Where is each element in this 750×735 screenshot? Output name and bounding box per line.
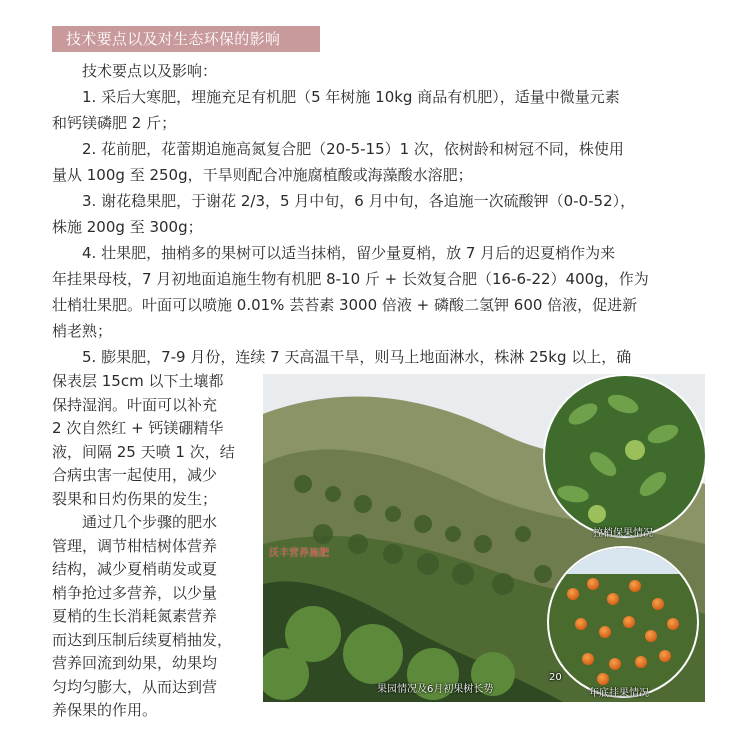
paragraph-5-line-1: 5. 膨果肥，7-9 月份，连续 7 天高温干旱，则马上地面淋水，株淋 25kg 以上，确 [82, 348, 632, 366]
orchard-photo [263, 374, 705, 702]
paragraph-6-line: 匀均匀膨大，从而达到营 [52, 677, 218, 696]
paragraph-2-line-1: 2. 花前肥，花蕾期追施高氮复合肥（20-5-15）1 次，依树龄和树冠不同，株使用 [82, 140, 624, 158]
intro-line: 技术要点以及影响： [82, 62, 218, 80]
paragraph-6-line: 结构，减少夏梢萌发或夏 [52, 560, 218, 578]
paragraph-6-line: 管理，调节柑桔树体营养 [52, 536, 218, 555]
paragraph-2-line-2: 量从 100g 至 250g，干旱则配合冲施腐植酸或海藻酸水溶肥； [52, 166, 473, 184]
paragraph-5-line: 裂果和日灼伤果的发生； [52, 489, 218, 508]
paragraph-5-line: 保持湿润。叶面可以补充 [52, 395, 218, 414]
paragraph-6-line: 营养回流到幼果，幼果均 [52, 654, 218, 672]
paragraph-4-line-3: 壮梢壮果肥。叶面可以喷施 0.01% 芸苔素 3000 倍液 + 磷酸二氢钾 600 倍液，促进新 [52, 296, 638, 314]
fruit-caption: 年底挂果情况 [589, 688, 649, 699]
paragraph-6-line: 而达到压制后续夏梢抽发， [52, 630, 233, 649]
paragraph-1-line-1: 1. 采后大寒肥，埋施充足有机肥（5 年树施 10kg 商品有机肥），适量中微量元素 [82, 88, 620, 106]
paragraph-3-line-1: 3. 谢花稳果肥，于谢花 2/3，5 月中旬，6 月中旬，各追施一次硫酸钾（0-0-52）， [82, 192, 636, 210]
paragraph-5-line: 2 次自然红 + 钙镁硼精华 [52, 419, 224, 437]
shoot-control-caption: 控梢保果情况 [593, 528, 653, 539]
paragraph-6-line: 通过几个步骤的肥水 [82, 513, 218, 531]
orchard-caption: 果园情况及6月初果树长势 [377, 684, 494, 695]
paragraph-5-line: 液，间隔 25 天喷 1 次，结 [52, 442, 235, 461]
section-title: 技术要点以及对生态环保的影响 [52, 26, 320, 52]
paragraph-1-line-2: 和钙镁磷肥 2 斤； [52, 114, 177, 132]
paragraph-4-line-2: 年挂果母枝，7 月初地面追施生物有机肥 8-10 斤 + 长效复合肥（16-6-22）400g，作为 [52, 270, 649, 288]
date-stamp: 20 [549, 672, 562, 683]
paragraph-6-line: 夏梢的生长消耗氮素营养 [52, 607, 218, 625]
paragraph-6-line: 养保果的作用。 [52, 701, 158, 719]
brand-caption: 沃丰营养施肥 [269, 548, 329, 559]
paragraph-4-line-4: 梢老熟； [52, 322, 113, 340]
paragraph-3-line-2: 株施 200g 至 300g； [52, 218, 203, 236]
paragraph-5-line: 合病虫害一起使用，减少 [52, 466, 218, 484]
paragraph-4-line-1: 4. 壮果肥，抽梢多的果树可以适当抹梢，留少量夏梢，放 7 月后的迟夏梢作为来 [82, 244, 616, 262]
paragraph-6-line: 梢争抢过多营养，以少量 [52, 583, 218, 602]
paragraph-5-line: 保表层 15cm 以下土壤都 [52, 372, 224, 390]
